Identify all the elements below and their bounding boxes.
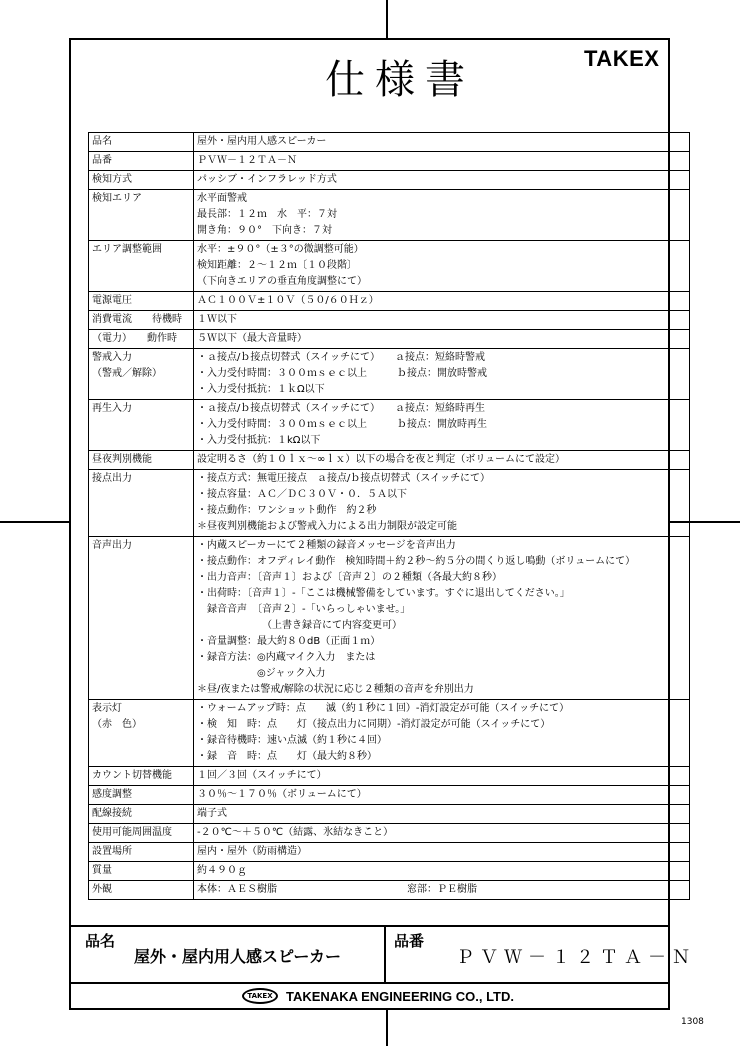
spec-row [89, 805, 690, 824]
spec-value: 端子式 [197, 808, 227, 819]
spec-label: 質量 [92, 865, 112, 876]
spec-value: 屋外・屋内用人感スピーカー [197, 136, 327, 147]
spec-value: ◎ジャック入力 [197, 668, 326, 679]
spec-value: ・ａ接点/ｂ接点切替式（スイッチにて） ａ接点：短絡時警戒 [197, 352, 485, 363]
spec-value: ・ａ接点/ｂ接点切替式（スイッチにて） ａ接点：短絡時再生 [197, 403, 485, 414]
spec-label-cell [89, 843, 194, 862]
spec-value: ・入力受付抵抗：１ｋΩ以下 [197, 384, 325, 395]
spec-value-cell [194, 767, 690, 786]
spec-label: 品名 [92, 136, 112, 147]
spec-row [89, 133, 690, 152]
footer-code-value: ＰＶＷ－１２ＴＡ－Ｎ [456, 947, 696, 968]
spec-label: 配線接続 [92, 808, 132, 819]
spec-row [89, 786, 690, 805]
spec-label: （赤 色） [92, 719, 142, 730]
spec-value: パッシブ・インフラレッド方式 [197, 174, 337, 185]
spec-value: １Ｗ以下 [197, 314, 237, 325]
spec-label-cell [89, 862, 194, 881]
spec-label: エリア調整範囲 [92, 244, 162, 255]
document-number: 1308 [681, 1017, 704, 1027]
spec-label: 設置場所 [92, 846, 132, 857]
spec-value-cell [194, 700, 690, 767]
spec-row [89, 311, 690, 330]
spec-label: （警戒／解除） [92, 368, 162, 379]
spec-label: 再生入力 [92, 403, 132, 414]
spec-value: ・内蔵スピーカーにて２種類の録音メッセージを音声出力 [197, 540, 456, 551]
spec-value: 録音音声 〔音声２〕-「いらっしゃいませ。」 [197, 604, 411, 615]
spec-value-cell [194, 311, 690, 330]
spec-value-cell [194, 190, 690, 241]
spec-label-cell [89, 824, 194, 843]
spec-label: 消費電流 待機時 [92, 314, 182, 325]
spec-label-cell [89, 152, 194, 171]
footer-code-label: 品番 [394, 932, 425, 950]
spec-value: ・接点動作：ワンショット動作 約２秒 [197, 505, 377, 516]
spec-value: （下向きエリアの垂直角度調整にて） [197, 276, 367, 287]
spec-value: 約４９０ｇ [197, 865, 247, 876]
spec-value: ・録音方法：◎内蔵マイク入力 または [197, 652, 376, 663]
spec-value: ・検 知 時：点 灯（接点出力に同期）-消灯設定が可能（スイッチにて） [197, 719, 551, 730]
spec-value: ・録 音 時：点 灯（最大約８秒） [197, 751, 377, 762]
spec-value-cell [194, 537, 690, 700]
spec-row [89, 349, 690, 400]
spec-value: ５Ｗ以下（最大音量時） [197, 333, 307, 344]
company-block [242, 985, 514, 1007]
spec-label-cell [89, 330, 194, 349]
spec-row [89, 537, 690, 700]
spec-label: 電源電圧 [92, 295, 132, 306]
spec-row [89, 862, 690, 881]
spec-value: 最長部：１２ｍ 水 平：７対 [197, 209, 337, 220]
spec-value-cell [194, 824, 690, 843]
spec-value-cell [194, 786, 690, 805]
spec-value: ・入力受付抵抗：１kΩ以下 [197, 435, 321, 446]
spec-value-cell [194, 349, 690, 400]
spec-label: 検知エリア [92, 193, 142, 204]
spec-table [88, 132, 690, 900]
spec-label: カウント切替機能 [92, 770, 172, 781]
spec-value-cell [194, 451, 690, 470]
spec-value-cell [194, 400, 690, 451]
spec-value-cell [194, 152, 690, 171]
spec-value: ・入力受付時間：３００ｍｓｅｃ以上 ｂ接点：開放時警戒 [197, 368, 487, 379]
spec-label: 検知方式 [92, 174, 132, 185]
spec-label-cell [89, 767, 194, 786]
spec-value: 開き角：９０° 下向き：７対 [197, 225, 332, 236]
spec-label-cell [89, 451, 194, 470]
spec-value: ＰＶＷ－１２ＴＡ－Ｎ [197, 155, 297, 166]
spec-label: 警戒入力 [92, 352, 132, 363]
spec-value: ・録音待機時：速い点滅（約１秒に４回） [197, 735, 387, 746]
spec-label-cell [89, 470, 194, 537]
spec-value: 水平面警戒 [197, 193, 247, 204]
spec-label: 音声出力 [92, 540, 132, 551]
spec-label: 感度調整 [92, 789, 132, 800]
spec-row [89, 451, 690, 470]
spec-label-cell [89, 171, 194, 190]
spec-row [89, 171, 690, 190]
brand-logo: TAKEX [584, 46, 660, 71]
spec-row [89, 881, 690, 900]
spec-label-cell [89, 349, 194, 400]
spec-value: ・接点方式：無電圧接点 ａ接点/ｂ接点切替式（スイッチにて） [197, 473, 490, 484]
spec-value-cell [194, 470, 690, 537]
company-name: TAKENAKA ENGINEERING CO., LTD. [286, 988, 514, 1004]
spec-row [89, 330, 690, 349]
spec-value: 水平：±９０°（±３°の微調整可能） [197, 244, 364, 255]
crop-mark-left [0, 521, 69, 523]
spec-row [89, 190, 690, 241]
spec-row [89, 767, 690, 786]
spec-row [89, 700, 690, 767]
spec-label: 外観 [92, 884, 112, 895]
footer-name-value: 屋外・屋内用人感スピーカー [134, 947, 342, 966]
spec-value: ＊昼/夜または警戒/解除の状況に応じ２種類の音声を弁別出力 [197, 684, 474, 695]
spec-value-cell [194, 881, 690, 900]
spec-value-cell [194, 133, 690, 152]
spec-value: ３０％～１７０％（ボリュームにて） [197, 789, 367, 800]
spec-value-cell [194, 805, 690, 824]
spec-label: 昼夜判別機能 [92, 454, 152, 465]
document-title: 仕様書 [325, 57, 475, 103]
spec-label: 使用可能周囲温度 [92, 827, 172, 838]
spec-value: ・出荷時：〔音声１〕-「ここは機械警備をしています。すぐに退出してください。」 [197, 588, 570, 599]
spec-row [89, 400, 690, 451]
spec-value: ・入力受付時間：３００ｍｓｅｃ以上 ｂ接点：開放時再生 [197, 419, 487, 430]
spec-value: ＊昼夜判別機能および警戒入力による出力制限が設定可能 [197, 521, 457, 532]
company-logo-icon: TAKEX [242, 988, 278, 1004]
spec-value: ・ウォームアップ時：点 滅（約１秒に１回）-消灯設定が可能（スイッチにて） [197, 703, 570, 714]
spec-value: １回／３回（スイッチにて） [197, 770, 327, 781]
spec-label-cell [89, 311, 194, 330]
footer-name-label: 品名 [85, 932, 116, 950]
title-block-divider [384, 925, 386, 983]
spec-value: ・音量調整：最大約８０dB（正面１ｍ） [197, 636, 381, 647]
spec-value-cell [194, 330, 690, 349]
spec-label: （電力） 動作時 [92, 333, 177, 344]
spec-value: （上書き録音にて内容変更可） [197, 620, 402, 631]
crop-mark-bottom [386, 1008, 388, 1046]
spec-row [89, 843, 690, 862]
spec-row [89, 292, 690, 311]
spec-row [89, 470, 690, 537]
spec-label-cell [89, 700, 194, 767]
spec-label: 品番 [92, 155, 112, 166]
spec-value: 設定明るさ（約１０ｌｘ～∞ｌｘ）以下の場合を夜と判定（ボリュームにて設定） [197, 454, 566, 465]
spec-row [89, 824, 690, 843]
spec-label-cell [89, 133, 194, 152]
spec-label-cell [89, 786, 194, 805]
spec-value: 検知距離：２～１２ｍ〔１０段階〕 [197, 260, 357, 271]
spec-value-cell [194, 292, 690, 311]
spec-value-cell [194, 843, 690, 862]
spec-label-cell [89, 400, 194, 451]
spec-row [89, 241, 690, 292]
spec-label: 表示灯 [92, 703, 122, 714]
spec-label-cell [89, 292, 194, 311]
spec-value: ・出力音声：〔音声１〕および〔音声２〕の２種類（各最大約８秒） [197, 572, 502, 583]
spec-label-cell [89, 190, 194, 241]
spec-label-cell [89, 537, 194, 700]
spec-value: ＡＣ１００Ｖ±１０Ｖ（５０/６０Ｈｚ） [197, 295, 379, 306]
spec-row [89, 152, 690, 171]
spec-value: ・接点容量：ＡＣ／ＤＣ３０Ｖ・０．５Ａ以下 [197, 489, 407, 500]
spec-label-cell [89, 805, 194, 824]
spec-label: 接点出力 [92, 473, 132, 484]
spec-value-cell [194, 862, 690, 881]
spec-value-cell [194, 241, 690, 292]
spec-value: 屋内・屋外（防雨構造） [197, 846, 307, 857]
crop-mark-top [386, 0, 388, 38]
spec-value-cell [194, 171, 690, 190]
spec-value: -２０℃～＋５０℃（結露、氷結なきこと） [197, 827, 394, 838]
spec-value: ・接点動作：オフディレイ動作 検知時間＋約２秒～約５分の間くり返し鳴動（ボリュームにて） [197, 556, 636, 567]
spec-value: 本体：ＡＥＳ樹脂 窓部：ＰＥ樹脂 [197, 884, 477, 895]
spec-label-cell [89, 881, 194, 900]
spec-label-cell [89, 241, 194, 292]
